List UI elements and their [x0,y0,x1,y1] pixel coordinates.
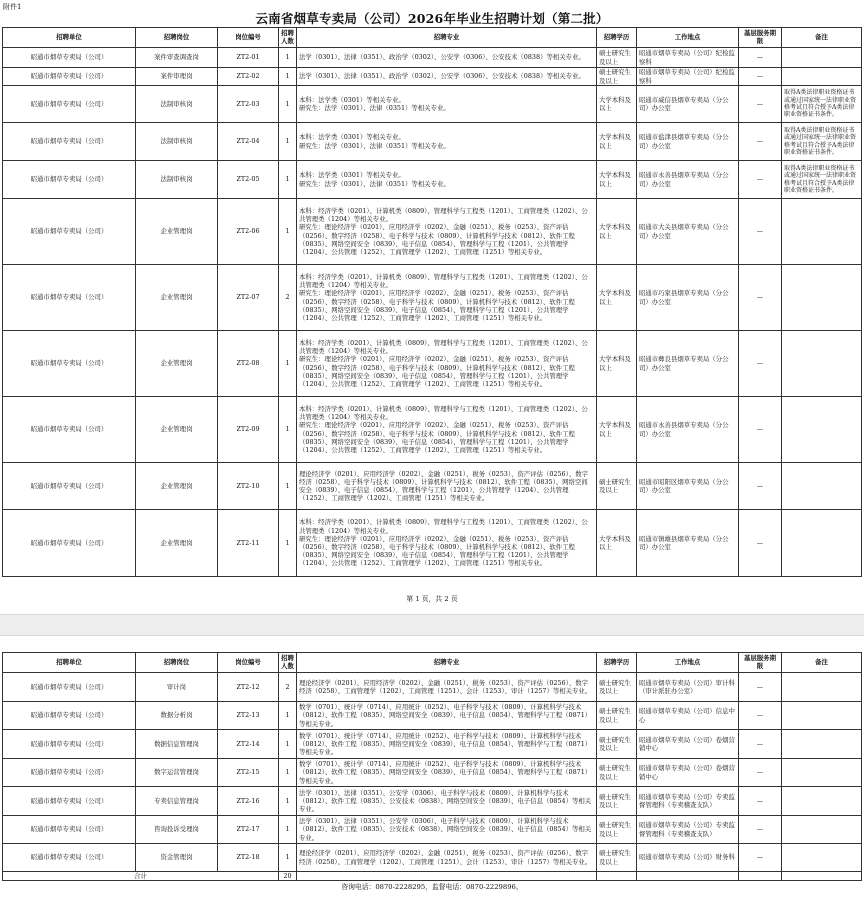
cell-degree: 硕士研究生及以上 [597,844,637,872]
cell-remarks: 取得A类法律职业资格证书或通过国家统一法律职业资格考试且符合授予A类法律职业资格证书条件。 [782,86,862,123]
cell-position: 资金管理岗 [136,844,218,872]
cell-major: 本科：法学类（0301）等相关专业。 研究生：法学（0301）、法律（0351）等相关专业。 [297,161,597,199]
cell-location: 昭通市威信县烟草专卖局（分公司）办公室 [637,86,739,123]
table-row [3,759,862,787]
cell-grassroots: — [739,730,782,759]
cell-grassroots: — [739,673,782,702]
cell-unit: 昭通市烟草专卖局（公司） [3,86,136,123]
cell-position: 企业管理岗 [136,463,218,510]
cell-unit: 昭通市烟草专卖局（公司） [3,48,136,68]
cell-unit: 昭通市烟草专卖局（公司） [3,463,136,510]
cell-code: ZT2-17 [218,816,279,844]
cell-count: 2 [279,673,297,702]
cell-count: 1 [279,510,297,577]
cell-position: 法制审核岗 [136,86,218,123]
header-major: 招聘专业 [297,28,597,48]
cell-degree: 硕士研究生及以上 [597,730,637,759]
cell-grassroots: — [739,844,782,872]
cell-unit: 昭通市烟草专卖局（公司） [3,702,136,730]
cell-remarks [782,673,862,702]
cell-remarks [782,787,862,816]
cell-remarks [782,730,862,759]
cell-remarks: 取得A类法律职业资格证书或通过国家统一法律职业资格考试且符合授予A类法律职业资格证书条件。 [782,161,862,199]
cell-count: 1 [279,702,297,730]
cell-remarks: 取得A类法律职业资格证书或通过国家统一法律职业资格考试且符合授予A类法律职业资格证书条件。 [782,123,862,161]
document-title: 云南省烟草专卖局（公司）2026年毕业生招聘计划（第二批） [255,11,609,26]
cell-unit: 昭通市烟草专卖局（公司） [3,199,136,265]
cell-count: 1 [279,730,297,759]
cell-code: ZT2-08 [218,331,279,397]
recruitment-table-page-1 [2,27,862,577]
cell-code: ZT2-05 [218,161,279,199]
cell-remarks [782,510,862,577]
cell-remarks [782,463,862,510]
cell-position: 咨询投诉受理岗 [136,816,218,844]
table-row [3,86,862,123]
table-row [3,702,862,730]
table-row [3,510,862,577]
cell-major: 数学（0701）、统计学（0714）、应用统计（0252）、电子科学与技术（0809）、计算机科学与技术（0812）、软件工程（0835）、网络空间安全（0839）、电子信息（0854）、管理科学与工程（0871）等相关专业。 [297,759,597,787]
cell-code: ZT2-16 [218,787,279,816]
cell-major: 理论经济学（0201）、应用经济学（0202）、金融（0251）、税务（0253）、资产评估（0256）、数字经济（0258）、电子科学与技术（0809）、计算机科学与技术（0812）、软件工程（0835）、网络空间安全（0839）、电子信息（0854）、管理科学与工程（1201）、公共管理学（1204）、公共管理（1252）、工商管理学（1202）、工商管理（1251）等相关专业。 [297,463,597,510]
cell-unit: 昭通市烟草专卖局（公司） [3,730,136,759]
header-unit: 招聘单位 [3,653,136,673]
cell-unit: 昭通市烟草专卖局（公司） [3,331,136,397]
cell-degree: 硕士研究生及以上 [597,673,637,702]
cell-major: 本科：法学类（0301）等相关专业。 研究生：法学（0301）、法律（0351）等相关专业。 [297,123,597,161]
cell-degree: 硕士研究生及以上 [597,702,637,730]
header-count: 招聘人数 [279,28,297,48]
cell-grassroots: — [739,510,782,577]
cell-count: 1 [279,844,297,872]
cell-degree: 大学本科及以上 [597,397,637,463]
cell-remarks [782,702,862,730]
cell-unit: 昭通市烟草专卖局（公司） [3,123,136,161]
page-break [0,614,864,636]
cell-grassroots: — [739,397,782,463]
cell-grassroots: — [739,816,782,844]
table-row [3,331,862,397]
cell-code: ZT2-10 [218,463,279,510]
cell-major: 法学（0301）、法律（0351）、政治学（0302）、公安学（0306）、公安技术（0838）等相关专业。 [297,48,597,68]
cell-position: 企业管理岗 [136,397,218,463]
cell-location: 昭通市烟草专卖局（公司）卷烟营销中心 [637,759,739,787]
cell-degree: 大学本科及以上 [597,161,637,199]
cell-location: 昭通市烟草专卖局（公司）纪检监察科 [637,68,739,86]
table-row [3,48,862,68]
cell-location: 昭通市烟草专卖局（公司）审计科（审计派驻办公室） [637,673,739,702]
cell-degree: 大学本科及以上 [597,265,637,331]
cell-count: 1 [279,331,297,397]
cell-location: 昭通市烟草专卖局（公司）专卖监督管理科（专卖稽查支队） [637,816,739,844]
cell-position: 专卖信息管理岗 [136,787,218,816]
table-row [3,199,862,265]
cell-degree: 硕士研究生及以上 [597,759,637,787]
cell-major: 法学（0301）、法律（0351）、公安学（0306）、电子科学与技术（0809）、计算机科学与技术（0812）、软件工程（0835）、公安技术（0838）、网络空间安全（0839）、电子信息（0854）等相关专业。 [297,816,597,844]
cell-major: 法学（0301）、法律（0351）、政治学（0302）、公安学（0306）、公安技术（0838）等相关专业。 [297,68,597,86]
cell-location: 昭通市巧家县烟草专卖局（分公司）办公室 [637,265,739,331]
cell-code: ZT2-12 [218,673,279,702]
cell-degree: 硕士研究生及以上 [597,816,637,844]
cell-unit: 昭通市烟草专卖局（公司） [3,161,136,199]
cell-code: ZT2-07 [218,265,279,331]
cell-location: 昭通市昭阳区烟草专卖局（分公司）办公室 [637,463,739,510]
total-count: 20 [279,872,297,881]
header-position: 招聘岗位 [136,28,218,48]
cell-unit: 昭通市烟草专卖局（公司） [3,816,136,844]
header-count: 招聘人数 [279,653,297,673]
cell-major: 理论经济学（0201）、应用经济学（0202）、金融（0251）、税务（0253）、资产评估（0256）、数字经济（0258）、工商管理学（1202）、工商管理（1251）、会计（1253）、审计（1257）等相关专业。 [297,673,597,702]
header-major: 招聘专业 [297,653,597,673]
cell-position: 案件审查调查岗 [136,48,218,68]
cell-grassroots: — [739,48,782,68]
table-row [3,265,862,331]
cell-count: 1 [279,397,297,463]
header-code: 岗位编号 [218,653,279,673]
cell-remarks [782,759,862,787]
cell-major: 本科：经济学类（0201）、计算机类（0809）、管理科学与工程类（1201）、工商管理类（1202）、公共管理类（1204）等相关专业。 研究生：理论经济学（0201）、应用经济学（0202）、金融（0251）、税务（0253）、资产评估（0256）、数字经济（0258）、电子科学与技术（0809）、计算机科学与技术（0812）、软件工程（0835）、网络空间安全（0839）、电子信息（0854）、管理科学与工程（1201）、公共管理学（1204）、公共管理（1252）、工商管理学（1202）、工商管理（1251）等相关专业。 [297,397,597,463]
cell-code: ZT2-03 [218,86,279,123]
cell-unit: 昭通市烟草专卖局（公司） [3,673,136,702]
cell-major: 本科：经济学类（0201）、计算机类（0809）、管理科学与工程类（1201）、工商管理类（1202）、公共管理类（1204）等相关专业。 研究生：理论经济学（0201）、应用经济学（0202）、金融（0251）、税务（0253）、资产评估（0256）、数字经济（0258）、电子科学与技术（0809）、计算机科学与技术（0812）、软件工程（0835）、网络空间安全（0839）、电子信息（0854）、管理科学与工程（1201）、公共管理学（1204）、公共管理（1252）、工商管理学（1202）、工商管理（1251）等相关专业。 [297,510,597,577]
cell-grassroots: — [739,86,782,123]
cell-count: 1 [279,123,297,161]
contact-info: 咨询电话：0870-2228295，监督电话：0870-2229896。 [341,883,523,891]
recruitment-table-page-2 [2,652,862,881]
cell-grassroots: — [739,331,782,397]
cell-count: 1 [279,48,297,68]
cell-location: 昭通市烟草专卖局（公司）卷烟营销中心 [637,730,739,759]
cell-code: ZT2-11 [218,510,279,577]
cell-location: 昭通市烟草专卖局（公司）财务科 [637,844,739,872]
cell-grassroots: — [739,787,782,816]
cell-unit: 昭通市烟草专卖局（公司） [3,759,136,787]
cell-position: 企业管理岗 [136,331,218,397]
cell-degree: 大学本科及以上 [597,331,637,397]
table-row [3,730,862,759]
cell-unit: 昭通市烟草专卖局（公司） [3,68,136,86]
cell-location: 昭通市大关县烟草专卖局（分公司）办公室 [637,199,739,265]
table-row [3,844,862,872]
cell-count: 1 [279,787,297,816]
cell-remarks [782,844,862,872]
cell-code: ZT2-09 [218,397,279,463]
cell-degree: 硕士研究生及以上 [597,463,637,510]
table-row [3,123,862,161]
table-row [3,787,862,816]
cell-degree: 硕士研究生及以上 [597,48,637,68]
cell-major: 本科：经济学类（0201）、计算机类（0809）、管理科学与工程类（1201）、工商管理类（1202）、公共管理类（1204）等相关专业。 研究生：理论经济学（0201）、应用经济学（0202）、金融（0251）、税务（0253）、资产评估（0256）、数字经济（0258）、电子科学与技术（0809）、计算机科学与技术（0812）、软件工程（0835）、网络空间安全（0839）、电子信息（0854）、管理科学与工程（1201）、公共管理学（1204）、公共管理（1252）、工商管理学（1202）、工商管理（1251）等相关专业。 [297,199,597,265]
cell-location: 昭通市烟草专卖局（公司）纪检监察科 [637,48,739,68]
header-unit: 招聘单位 [3,28,136,48]
cell-grassroots: — [739,702,782,730]
cell-remarks [782,48,862,68]
cell-degree: 大学本科及以上 [597,510,637,577]
cell-count: 2 [279,265,297,331]
cell-unit: 昭通市烟草专卖局（公司） [3,397,136,463]
header-grassroots: 基层服务期限 [739,653,782,673]
cell-position: 企业管理岗 [136,199,218,265]
table-row [3,161,862,199]
cell-major: 数学（0701）、统计学（0714）、应用统计（0252）、电子科学与技术（0809）、计算机科学与技术（0812）、软件工程（0835）、网络空间安全（0839）、电子信息（0854）、管理科学与工程（0871）等相关专业。 [297,702,597,730]
cell-code: ZT2-06 [218,199,279,265]
header-remarks: 备注 [782,28,862,48]
table-row [3,463,862,510]
cell-count: 1 [279,86,297,123]
cell-code: ZT2-02 [218,68,279,86]
cell-degree: 大学本科及以上 [597,123,637,161]
cell-grassroots: — [739,759,782,787]
cell-remarks [782,397,862,463]
table-row [3,68,862,86]
cell-grassroots: — [739,161,782,199]
cell-grassroots: — [739,123,782,161]
cell-location: 昭通市烟草专卖局（公司）信息中心 [637,702,739,730]
table-row [3,397,862,463]
cell-unit: 昭通市烟草专卖局（公司） [3,844,136,872]
header-remarks: 备注 [782,653,862,673]
cell-position: 案件审理岗 [136,68,218,86]
cell-major: 本科：法学类（0301）等相关专业。 研究生：法学（0301）、法律（0351）等相关专业。 [297,86,597,123]
cell-position: 法制审核岗 [136,123,218,161]
cell-code: ZT2-13 [218,702,279,730]
header-location: 工作地点 [637,28,739,48]
header-degree: 招聘学历 [597,28,637,48]
cell-major: 法学（0301）、法律（0351）、公安学（0306）、电子科学与技术（0809）、计算机科学与技术（0812）、软件工程（0835）、公安技术（0838）、网络空间安全（0839）、电子信息（0854）等相关专业。 [297,787,597,816]
cell-position: 企业管理岗 [136,265,218,331]
cell-code: ZT2-15 [218,759,279,787]
cell-position: 企业管理岗 [136,510,218,577]
attachment-label: 附件1 [3,3,22,11]
cell-count: 1 [279,161,297,199]
cell-location: 昭通市永善县烟草专卖局（分公司）办公室 [637,397,739,463]
cell-code: ZT2-04 [218,123,279,161]
cell-code: ZT2-14 [218,730,279,759]
cell-count: 1 [279,68,297,86]
cell-location: 昭通市永善县烟草专卖局（分公司）办公室 [637,161,739,199]
cell-position: 数据信息管理岗 [136,730,218,759]
cell-degree: 大学本科及以上 [597,86,637,123]
cell-location: 昭通市镇雄县烟草专卖局（分公司）办公室 [637,510,739,577]
cell-position: 数据分析岗 [136,702,218,730]
cell-remarks [782,331,862,397]
header-grassroots: 基层服务期限 [739,28,782,48]
cell-major: 本科：经济学类（0201）、计算机类（0809）、管理科学与工程类（1201）、工商管理类（1202）、公共管理类（1204）等相关专业。 研究生：理论经济学（0201）、应用经济学（0202）、金融（0251）、税务（0253）、资产评估（0256）、数字经济（0258）、电子科学与技术（0809）、计算机科学与技术（0812）、软件工程（0835）、网络空间安全（0839）、电子信息（0854）、管理科学与工程（1201）、公共管理学（1204）、公共管理（1252）、工商管理学（1202）、工商管理（1251）等相关专业。 [297,265,597,331]
header-position: 招聘岗位 [136,653,218,673]
cell-remarks [782,265,862,331]
cell-position: 法制审核岗 [136,161,218,199]
cell-location: 昭通市彝良县烟草专卖局（分公司）办公室 [637,331,739,397]
cell-code: ZT2-01 [218,48,279,68]
cell-code: ZT2-18 [218,844,279,872]
cell-remarks [782,68,862,86]
cell-degree: 硕士研究生及以上 [597,68,637,86]
cell-unit: 昭通市烟草专卖局（公司） [3,265,136,331]
cell-count: 1 [279,816,297,844]
cell-count: 1 [279,199,297,265]
cell-count: 1 [279,759,297,787]
cell-unit: 昭通市烟草专卖局（公司） [3,510,136,577]
cell-unit: 昭通市烟草专卖局（公司） [3,787,136,816]
cell-remarks [782,199,862,265]
cell-position: 数字运营管理岗 [136,759,218,787]
cell-degree: 硕士研究生及以上 [597,787,637,816]
header-location: 工作地点 [637,653,739,673]
table-row [3,673,862,702]
cell-grassroots: — [739,199,782,265]
table-row [3,816,862,844]
cell-grassroots: — [739,68,782,86]
cell-major: 理论经济学（0201）、应用经济学（0202）、金融（0251）、税务（0253）、资产评估（0256）、数字经济（0258）、工商管理学（1202）、工商管理（1251）、会计（1253）、审计（1257）等相关专业。 [297,844,597,872]
cell-count: 1 [279,463,297,510]
cell-remarks [782,816,862,844]
cell-grassroots: — [739,463,782,510]
total-row [3,872,862,881]
cell-major: 本科：经济学类（0201）、计算机类（0809）、管理科学与工程类（1201）、工商管理类（1202）、公共管理类（1204）等相关专业。 研究生：理论经济学（0201）、应用经济学（0202）、金融（0251）、税务（0253）、资产评估（0256）、数字经济（0258）、电子科学与技术（0809）、计算机科学与技术（0812）、软件工程（0835）、网络空间安全（0839）、电子信息（0854）、管理科学与工程（1201）、公共管理学（1204）、公共管理（1252）、工商管理学（1202）、工商管理（1251）等相关专业。 [297,331,597,397]
cell-location: 昭通市烟草专卖局（公司）专卖监督管理科（专卖稽查支队） [637,787,739,816]
header-degree: 招聘学历 [597,653,637,673]
header-code: 岗位编号 [218,28,279,48]
cell-major: 数学（0701）、统计学（0714）、应用统计（0252）、电子科学与技术（0809）、计算机科学与技术（0812）、软件工程（0835）、网络空间安全（0839）、电子信息（0854）、管理科学与工程（0871）等相关专业。 [297,730,597,759]
total-label: 合计 [3,872,279,881]
cell-location: 昭通市盐津县烟草专卖局（分公司）办公室 [637,123,739,161]
cell-degree: 大学本科及以上 [597,199,637,265]
page-number: 第 1 页，共 2 页 [406,595,458,603]
cell-grassroots: — [739,265,782,331]
cell-position: 审计岗 [136,673,218,702]
